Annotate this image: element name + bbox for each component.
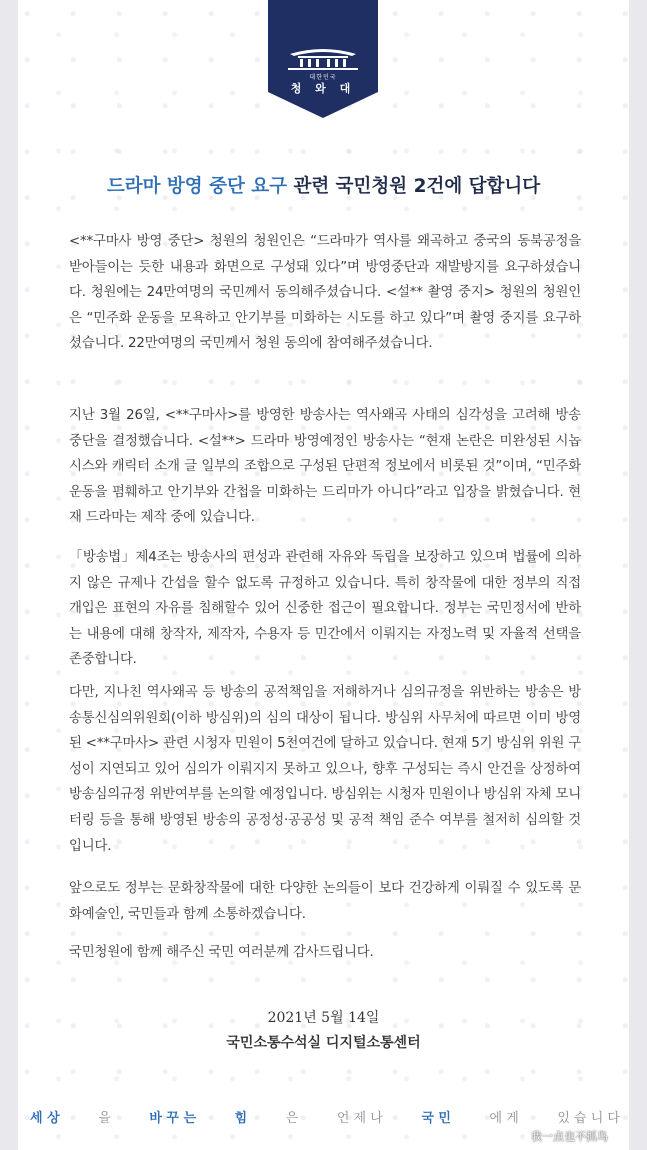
- slogan-word: 있 습 니 다: [557, 1110, 620, 1126]
- paragraph-future-plan: 앞으로도 정부는 문화창작물에 대한 다양한 논의들이 보다 건강하게 이뤄질 수 있도록 문화예술인, 국민들과 함께 소통하겠습니다.: [69, 881, 581, 922]
- slogan-word: 언 제 나: [336, 1110, 383, 1126]
- slogan-word: 힘: [234, 1110, 248, 1126]
- watermark: 我一点也不抓鸟: [531, 1130, 608, 1143]
- paragraph-review-committee: 다만, 지나친 역사왜곡 등 방송의 공적책임을 저해하거나 심의규정을 위반하는 방송은 방송통신심의위원회(이하 방심위)의 심의 대상이 됩니다. 방심위 사무처에 따르면 이미 방영된 <**구마사> 관련 시청자 민원이 5천여건에 달하고 있습니다. 현재 5기 방심위 위원 구성이 지연되고 있어 심의가 이뤄지지 못하고 있으나, 향후 구성되는 즉시 안건을 상정하여 방송심의규정 위반여부를 논의할 예정입니다. 방심위는 시청자 민원이나 방심위 자체 모니터링 등을 통해 방영된 방송의 공정성·공공성 및 공적 책임 준수 여부를 철저히 심의할 것입니다.: [69, 685, 581, 854]
- paragraph-thanks: 국민청원에 함께 해주신 국민 여러분께 감사드립니다.: [69, 945, 374, 960]
- slogan-word: 국 민: [421, 1110, 451, 1126]
- organization-name: 국민소통수석실 디지털소통센터: [226, 1035, 421, 1051]
- slogan-word: 을: [98, 1110, 111, 1126]
- slogan: [30, 1105, 620, 1127]
- slogan-word: 세 상: [30, 1110, 60, 1126]
- publish-date: 2021년 5월 14일: [267, 1010, 380, 1026]
- emblem-name: 청 와 대: [290, 82, 356, 95]
- slogan-word: 바 꾸 는: [149, 1110, 197, 1126]
- blue-house-building-icon: [286, 42, 360, 72]
- slogan-word: 은: [285, 1110, 299, 1126]
- slogan-word: 에 게: [489, 1110, 519, 1126]
- paragraph-broadcaster-response: 지난 3월 26일, <**구마사>를 방영한 방송사는 역사왜곡 사태의 심각성을 고려해 방송 중단을 결정했습니다. <설**> 드라마 방영예정인 방송사는 “현재 논란은 미완성된 시놉시스와 캐릭터 소개 글 일부의 조합으로 구성된 단편적 정보에서 비롯된 것”이며, “민주화운동을 폄훼하고 안기부와 간첩을 미화하는 드리마가 아니다”라고 입장을 밝혔습니다. 현재 드라마는 제작 중에 있습니다.: [69, 408, 581, 526]
- title-rest: 관련 국민청원 2건에 답합니다: [287, 176, 541, 197]
- emblem-country-text: 대한민국: [309, 74, 337, 81]
- paragraph-broadcasting-act: 「방송법」제4조는 방송사의 편성과 관련해 자유와 독립을 보장하고 있으며 법률에 의하지 않은 규제나 간섭을 할수 없도록 규정하고 있습니다. 특히 창작물에 대한 정부의 직접 개입은 표현의 자유를 침해할수 있어 신중한 접근이 필요합니다. 정부는 국민정서에 반하는 내용에 대해 창작자, 제작자, 수용자 등 민간에서 이뤄지는 자정노력 및 자율적 선택을 존중합니다.: [69, 550, 581, 668]
- paragraph-petitions: <**구마사 방영 중단> 청원의 청원인은 “드라마가 역사를 왜곡하고 중국의 동북공정을 받아들이는 듯한 내용과 화면으로 구성돼 있다”며 방영중단과 재발방지를 요구하셨습니다. 청원에는 24만여명의 국민께서 동의해주셨습니다. <설** 촬영 중지> 청원의 청원인은 “민주화 운동을 모욕하고 안기부를 미화하는 시도를 하고 있다”며 촬영 중지를 요구하셨습니다. 22만여명의 국민께서 청원 동의에 참여해주셨습니다.: [69, 234, 581, 352]
- page-title: [0, 172, 647, 198]
- title-highlight: 드라마 방영 중단 요구: [106, 176, 288, 197]
